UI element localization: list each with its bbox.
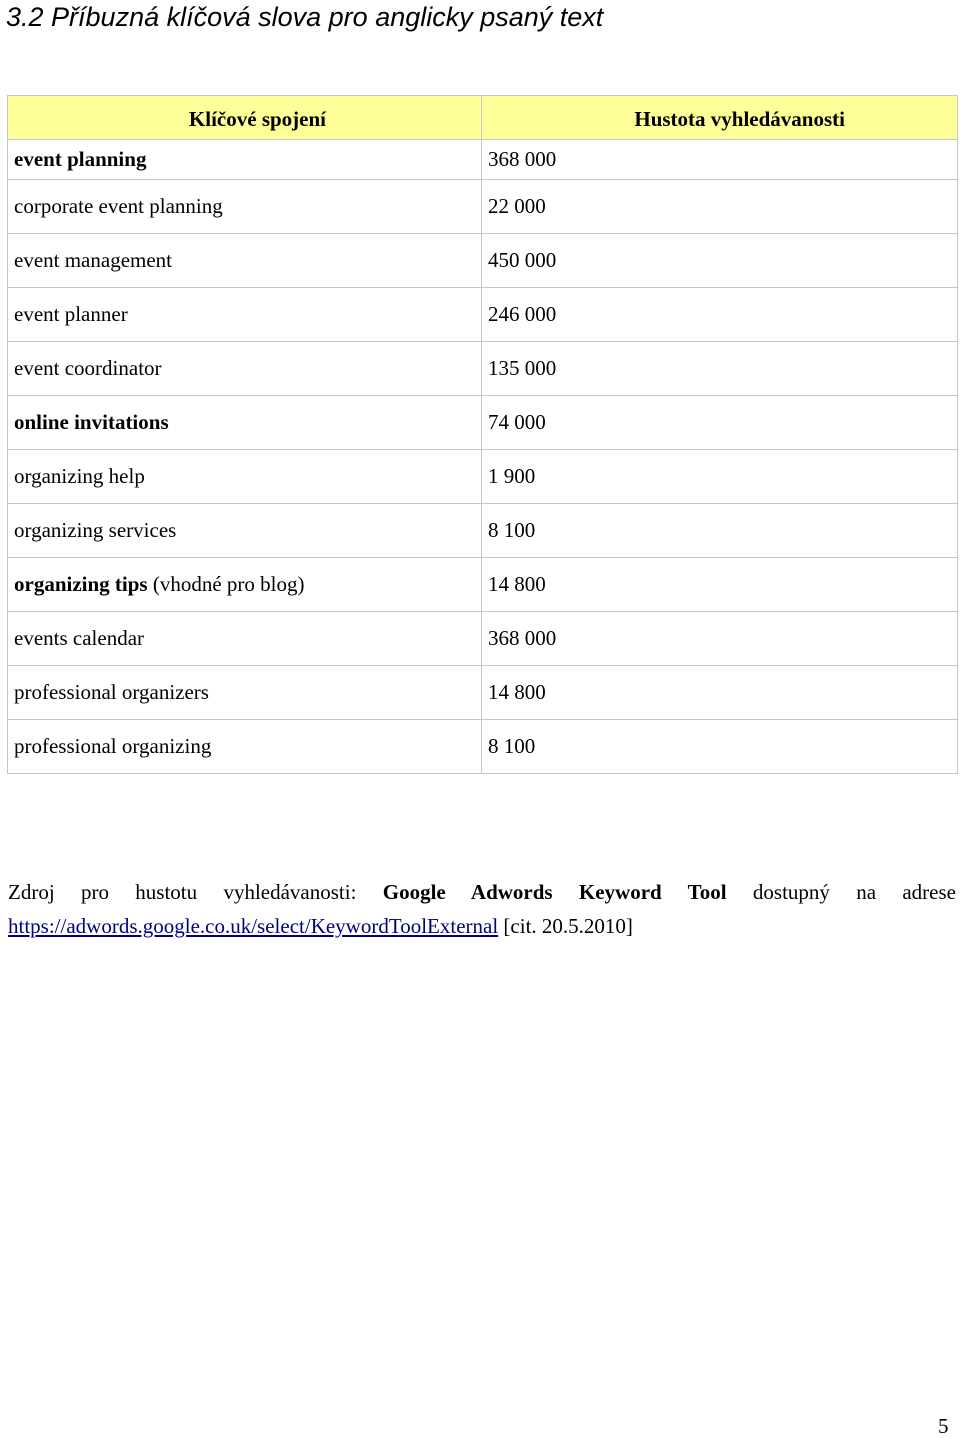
keyword-text: professional organizers <box>14 680 209 704</box>
source-citation: [cit. 20.5.2010] <box>498 914 633 938</box>
keyword-text: professional organizing <box>14 734 212 758</box>
table-row <box>8 342 958 396</box>
keyword-cell <box>8 140 482 180</box>
search-density-cell: 135 000 <box>482 342 958 396</box>
keyword-cell <box>8 450 482 504</box>
source-prefix: Zdroj pro hustotu vyhledávanosti: <box>8 880 383 904</box>
header-keyword-phrase: Klíčové spojení <box>8 96 482 140</box>
table-row <box>8 504 958 558</box>
keyword-text: event planner <box>14 302 128 326</box>
search-density-cell: 246 000 <box>482 288 958 342</box>
keyword-bold: organizing tips <box>14 572 148 596</box>
search-density-cell: 1 900 <box>482 450 958 504</box>
table-row <box>8 396 958 450</box>
table-row <box>8 234 958 288</box>
keyword-bold: online invitations <box>14 410 169 434</box>
keyword-text: events calendar <box>14 626 145 650</box>
keyword-text: corporate event planning <box>14 194 223 218</box>
source-tool-name: Google Adwords Keyword Tool <box>382 880 727 904</box>
keyword-cell <box>8 234 482 288</box>
header-search-density: Hustota vyhledávanosti <box>482 96 958 140</box>
page-number: 5 <box>938 1414 949 1438</box>
section-heading: 3.2 Příbuzná klíčová slova pro anglicky psaný text <box>6 2 604 32</box>
keyword-text: (vhodné pro blog) <box>147 572 305 596</box>
table-header-row <box>8 96 958 140</box>
keyword-cell <box>8 342 482 396</box>
keyword-cell <box>8 396 482 450</box>
keyword-text: organizing help <box>14 464 145 488</box>
search-density-cell: 368 000 <box>482 140 958 180</box>
search-density-cell: 8 100 <box>482 720 958 774</box>
keyword-cell <box>8 558 482 612</box>
keyword-text: event management <box>14 248 173 272</box>
search-density-cell: 450 000 <box>482 234 958 288</box>
keyword-text: organizing services <box>14 518 177 542</box>
table-row <box>8 720 958 774</box>
table-row <box>8 612 958 666</box>
source-url-link[interactable]: https://adwords.google.co.uk/select/KeywordToolExternal <box>8 914 499 938</box>
keyword-table <box>7 95 958 774</box>
keyword-bold: event planning <box>14 147 147 171</box>
source-middle: dostupný na adrese <box>726 880 956 904</box>
table-row <box>8 180 958 234</box>
table-row <box>8 666 958 720</box>
search-density-cell: 74 000 <box>482 396 958 450</box>
keyword-cell <box>8 180 482 234</box>
search-density-cell: 22 000 <box>482 180 958 234</box>
keyword-text: event coordinator <box>14 356 162 380</box>
search-density-cell: 14 800 <box>482 666 958 720</box>
source-note-line <box>8 875 956 909</box>
table-row <box>8 450 958 504</box>
table-row <box>8 288 958 342</box>
keyword-cell <box>8 504 482 558</box>
source-note <box>8 875 956 943</box>
search-density-cell: 14 800 <box>482 558 958 612</box>
keyword-cell <box>8 288 482 342</box>
keyword-cell <box>8 612 482 666</box>
search-density-cell: 368 000 <box>482 612 958 666</box>
keyword-cell <box>8 666 482 720</box>
keyword-cell <box>8 720 482 774</box>
table-row <box>8 140 958 180</box>
search-density-cell: 8 100 <box>482 504 958 558</box>
table-row <box>8 558 958 612</box>
